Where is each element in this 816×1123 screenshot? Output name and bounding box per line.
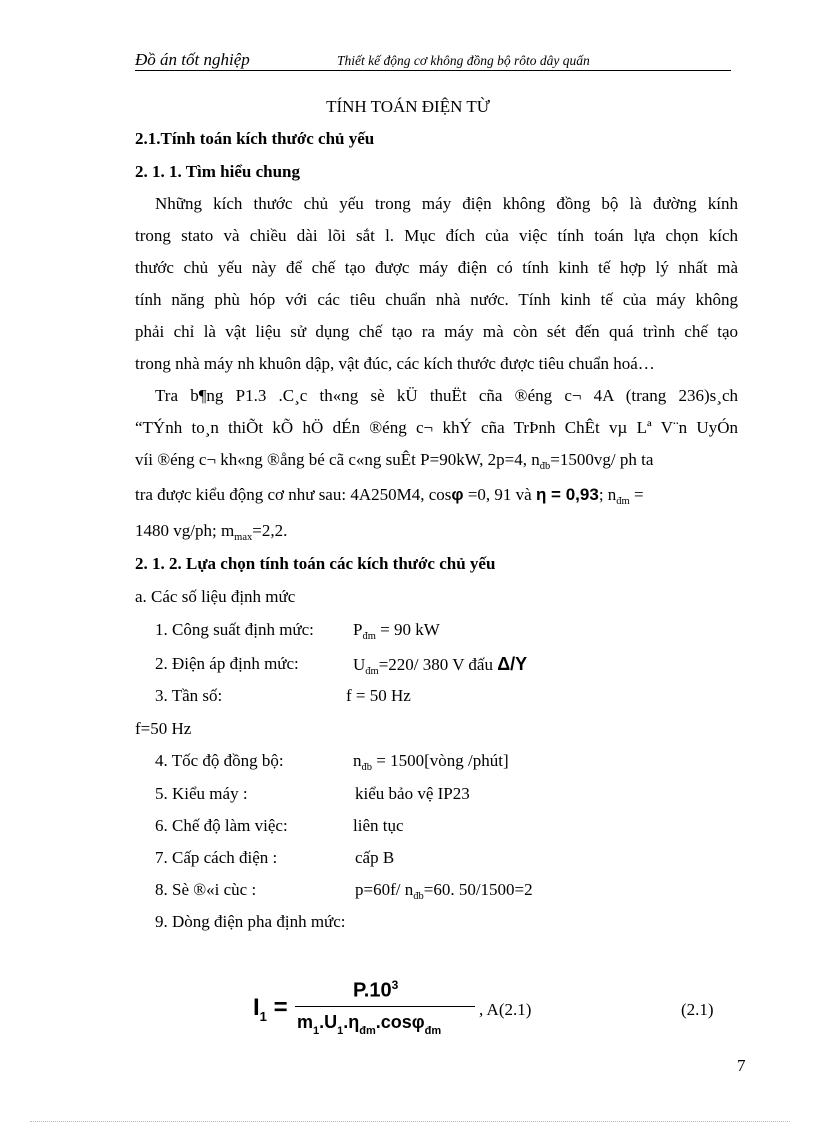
paragraph-line: thước chủ yếu này để chế tạo được máy điện có tính kinh tế hợp lý nhất mà <box>135 258 738 277</box>
subsection-heading: 2. 1. 1. Tìm hiểu chung <box>135 162 301 181</box>
paragraph-line: phải chỉ là vật liệu sử dụng chế tạo ra máy mà còn sét đến quá trình chế tạo <box>135 322 738 341</box>
header-left: Đồ án tốt nghiệp <box>135 50 250 69</box>
paragraph-line: Những kích thước chủ yếu trong máy điện không đồng bộ là đường kính <box>155 194 738 213</box>
page-bottom-divider <box>30 1121 790 1122</box>
list-item-value: liên tục <box>353 816 404 835</box>
formula-denominator: $m_1.U_1.\eta_{đm}.\cos\varphi_{đm}$ <box>297 1012 442 1037</box>
list-item-label: 4. Tốc độ đồng bộ: <box>155 751 284 770</box>
list-item-value: p=60f/ $n_{đb}=60$. 50/1500=2 <box>355 880 533 902</box>
list-heading: a. Các số liệu định mức <box>135 587 296 606</box>
page-header <box>135 50 731 71</box>
list-item-value: $n_{đb}$ = 1500[vòng /phút] <box>353 751 509 773</box>
delta-wye-symbol: Δ/Y <box>497 654 528 674</box>
paragraph-line: 1480 vg/ph; $m_{max}=2,2$. <box>135 521 288 543</box>
paragraph-line: Tra b¶ng P1.3 .C¸c th«ng sè kÜ thuËt cña ®éng c¬ 4A (trang 236)s¸ch <box>155 386 738 405</box>
formula-unit: , A(2.1) <box>479 1000 532 1019</box>
list-item-label: 8. Sè ®«i cùc : <box>155 880 257 899</box>
list-item-value: kiểu bảo vệ IP23 <box>355 784 470 803</box>
paragraph-line: tính năng phù hóp với các tiêu chuẩn nhà nước. Tính kinh tế của máy không <box>135 290 738 309</box>
list-item-label: 7. Cấp cách điện : <box>155 848 278 867</box>
list-item-label: 6. Chế độ làm việc: <box>155 816 288 835</box>
page-number: 7 <box>737 1056 746 1075</box>
section-heading: 2.1.Tính toán kích thước chủ yếu <box>135 129 375 148</box>
header-right: Thiết kế động cơ không đồng bộ rôto dây quấn <box>337 53 590 68</box>
subsection-heading: 2. 1. 2. Lựa chọn tính toán các kích thước chủ yếu <box>135 554 496 573</box>
list-item-label: 3. Tần số: <box>155 686 223 705</box>
list-item-label: 1. Công suất định mức: <box>155 620 314 639</box>
fraction-bar <box>295 1006 475 1007</box>
list-item-value: $U_{đm}=220/$ 380 V đấu Δ/Y <box>353 654 528 677</box>
phi-symbol: φ <box>451 485 464 504</box>
paragraph-line: trong stato và chiều dài lõi sắt l. Mục đích của việc tính toán lựa chọn kích <box>135 226 738 245</box>
stray-line: f=50 Hz <box>135 719 192 738</box>
list-item-label: 9. Dòng điện pha định mức: <box>155 912 346 931</box>
chapter-title: TÍNH TOÁN ĐIỆN TỪ <box>326 97 490 116</box>
formula-numerator: $P.10^3$ <box>353 978 399 1002</box>
formula-lhs: $I_1$ = <box>253 994 288 1024</box>
list-item-value: f = 50 Hz <box>346 686 411 705</box>
efficiency-value: η = 0,93 <box>535 485 599 504</box>
list-item-label: 2. Điện áp định mức: <box>155 654 299 673</box>
paragraph-line: víi ®éng c¬ kh«ng ®ång bé cã c«ng suÊt P=90kW, 2p=4, $n_{đb}=1500vg/$ ph ta <box>135 450 654 472</box>
list-item-value: cấp B <box>355 848 395 867</box>
paragraph-line: tra được kiểu động cơ như sau: 4A250M4, cosφ =0, 91 và η = 0,93; $n_{đm}$ = <box>135 485 644 507</box>
current-formula <box>253 978 723 1048</box>
paragraph-line: trong nhà máy nh khuôn dập, vật đúc, các kích thước được tiêu chuẩn hoá… <box>135 354 655 373</box>
paragraph-line: “TÝnh to¸n thiÕt kÕ hÖ dÉn ®éng c¬ khÝ cña TrÞnh ChÊt vµ Lª V¨n UyÓn <box>135 418 738 437</box>
equation-number: (2.1) <box>681 1000 714 1019</box>
list-item-label: 5. Kiểu máy : <box>155 784 248 803</box>
list-item-value: $P_{đm} = 90$ kW <box>353 620 440 642</box>
